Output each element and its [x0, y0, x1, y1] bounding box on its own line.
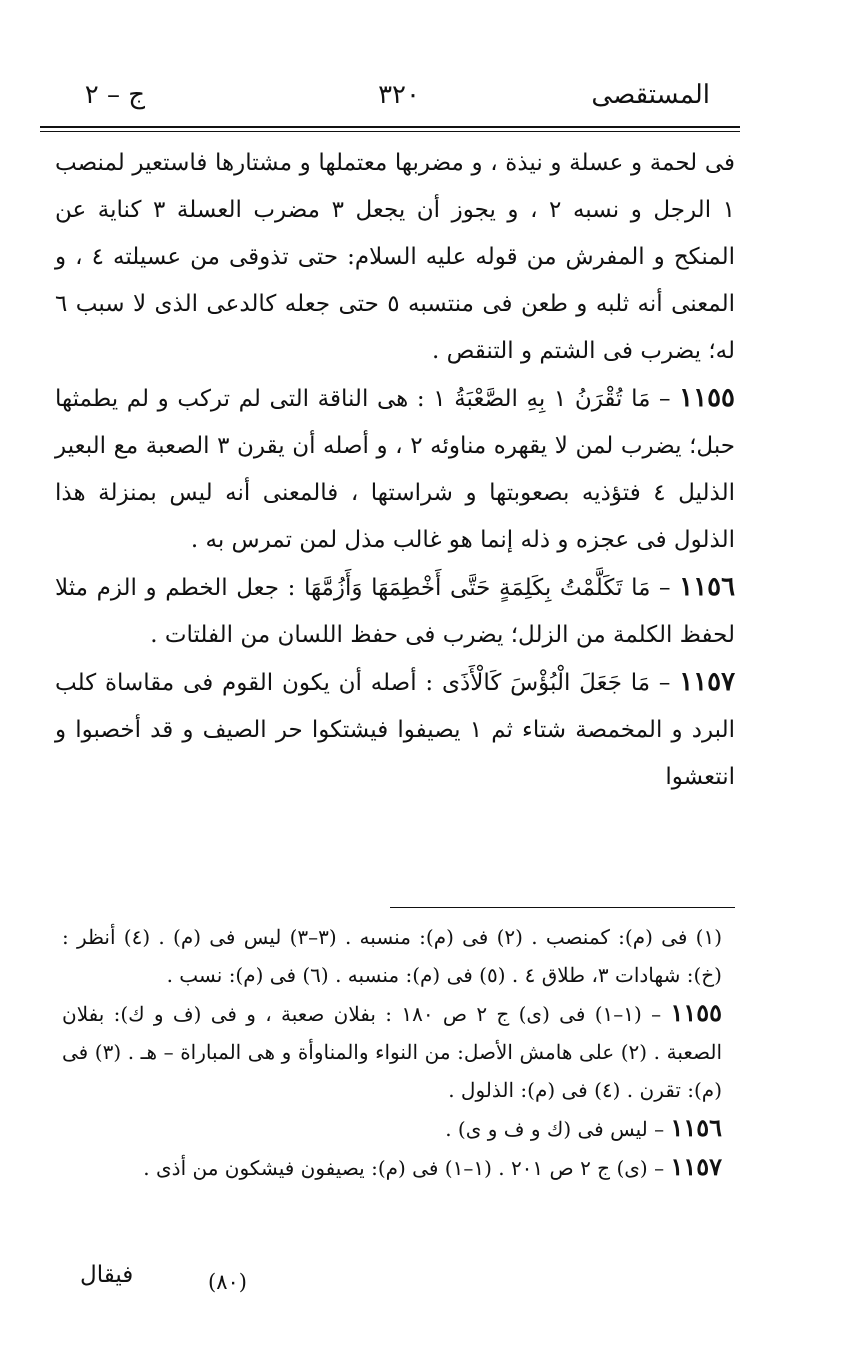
footnote-1157	[62, 1148, 722, 1187]
proverb-entry-1157	[55, 659, 735, 801]
footnote-separator	[390, 907, 735, 908]
entry-proverb: مَا تَكَلَّمْتُ بِكَلِمَةٍ حَتَّى أَخْطِمَهَا وَأَزُمَّهَا	[303, 575, 651, 601]
header-rule-thin	[40, 131, 740, 132]
footnote-number: ١١٥٦	[670, 1113, 722, 1142]
entry-explanation: : هى الناقة التى لم تركب و لم يطمثها حبل؛ يضرب لمن لا يقهره مناوئه ٢ ، و أصله أن يقرن ٣ الصعبة مع البعير الذليل ٤ فتؤذيه بصعوبتها و شراستها ، فالمعنى أنه ليس بمنزلة هذا الذلول فى عجزه و ذله إنما هو غالب مذل لمن تمرس به .	[55, 386, 735, 553]
footnote-number: ١١٥٥	[670, 998, 723, 1027]
entry-number: ١١٥٥	[679, 383, 736, 413]
footnote-1155	[62, 994, 722, 1109]
proverb-entry-1155	[55, 375, 735, 564]
entry-dash: –	[650, 575, 671, 601]
entry-explanation: : أصله أن يكون القوم فى مقاساة كلب البرد و المخمصة شتاء ثم ١ يصيفوا فيشتكوا حر الصيف و قد أخصبوا و انتعشوا	[55, 670, 735, 790]
entry-proverb: مَا جَعَلَ الْبُؤْسَ كَالْأَذَى	[441, 670, 651, 696]
page-number: ٣٢٠	[378, 80, 420, 110]
footnote-text: – ليس فى (ك و ف و ى) .	[445, 1117, 665, 1141]
catchword: فيقال	[80, 1262, 134, 1288]
entry-dash: –	[650, 670, 671, 696]
header-rule-thick	[40, 126, 740, 128]
footnote-general: (١) فى (م): كمنصب . (٢) فى (م): منسبه . (٣–٣) ليس فى (م) . (٤) أنظر : (خ): شهادات ٣، طلاق ٤ . (٥) فى (م): منسبه . (٦) فى (م): نسب .	[62, 925, 722, 987]
footnotes	[62, 918, 722, 1187]
entry-number: ١١٥٧	[679, 667, 736, 697]
volume-label: ج – ٢	[84, 80, 145, 110]
signature-mark: (٨٠)	[208, 1270, 247, 1294]
proverb-entry-1156	[55, 564, 735, 659]
footnote-text: – (١–١) فى (ى) ج ٢ ص ١٨٠ : بفلان صعبة ، و فى (ف و ك): بفلان الصعبة . (٢) على هامش الأصل: من النواء والمناوأة و هى المباراة – هـ . (٣) فى (م): تقرن . (٤) فى (م): الذلول .	[62, 1002, 722, 1102]
entry-dash: –	[650, 386, 671, 412]
footnote-number: ١١٥٧	[670, 1152, 722, 1181]
entry-proverb: مَا تُقْرَنُ ١ بِهِ الصَّعْبَةُ ١	[433, 386, 651, 412]
entry-number: ١١٥٦	[679, 572, 736, 602]
running-title: المستقصى	[591, 80, 710, 110]
main-text	[55, 140, 735, 801]
running-header	[40, 78, 740, 122]
continuation-paragraph: فى لحمة و عسلة و نيذة ، و مضربها معتملها و مشتارها فاستعير لمنصب ١ الرجل و نسبه ٢ ، و يجوز أن يجعل ٣ مضرب العسلة ٣ كناية عن المنكح و المفرش من قوله عليه السلام: حتى تذوقى من عسيلته ٤ ، و المعنى أنه ثلبه و طعن فى منتسبه ٥ حتى جعله كالدعى الذى لا سبب ٦ له؛ يضرب فى الشتم و التنقص .	[55, 150, 736, 364]
footnote-text: – (ى) ج ٢ ص ٢٠١ . (١–١) فى (م): يصيفون فيشكون من أذى .	[143, 1156, 665, 1180]
footnote-1156	[62, 1109, 722, 1148]
entry-explanation: : جعل الخطم و الزم مثلا لحفظ الكلمة من الزلل؛ يضرب فى حفظ اللسان من الفلتات .	[55, 575, 735, 648]
